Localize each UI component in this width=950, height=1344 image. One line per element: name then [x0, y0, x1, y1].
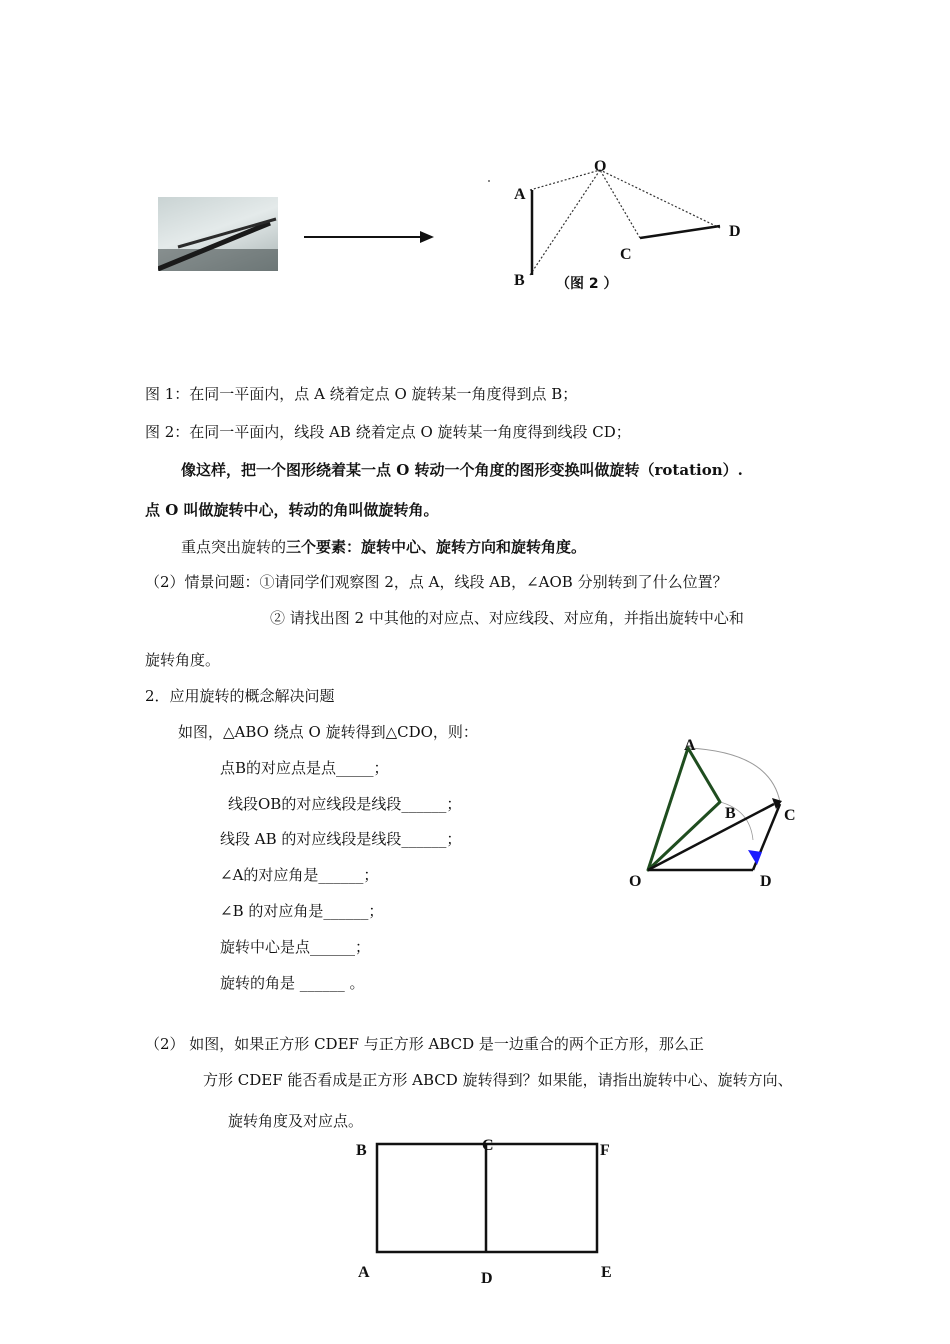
question-2-line-3: 旋转角度。: [145, 651, 221, 669]
sq-label-c: C: [482, 1137, 494, 1154]
arrow-shape: [302, 227, 442, 247]
question-2-line-2: ② 请找出图 2 中其他的对应点、对应线段、对应角，并指出旋转中心和: [270, 609, 744, 627]
fig2-label-a: A: [514, 186, 526, 203]
example-1-q3: 线段 AB 的对应线段是线段______；: [220, 830, 462, 848]
example-1-q5: ∠B 的对应角是______；: [220, 902, 384, 920]
example-1-q1: 点B的对应点是点_____；: [220, 759, 389, 777]
sq-label-f: F: [600, 1142, 610, 1159]
sq-label-d: D: [481, 1270, 493, 1287]
fig2-label-d: D: [729, 223, 741, 240]
tri-label-a: A: [684, 737, 696, 754]
example-1-q2: 线段OB的对应线段是线段______；: [228, 795, 462, 813]
fig1-description: 图 1：在同一平面内，点 A 绕着定点 O 旋转某一角度得到点 B；: [145, 385, 578, 403]
definition-line-1: 像这样，把一个图形绕着某一点 O 转动一个角度的图形变换叫做旋转（rotation）.: [181, 461, 743, 479]
definition-line-2: 点 O 叫做旋转中心，转动的角叫做旋转角。: [145, 501, 439, 519]
sq-label-a: A: [358, 1264, 370, 1281]
emphasis-prefix: 重点突出旋转的: [181, 538, 287, 556]
emphasis-line: [181, 537, 586, 557]
example-1-intro: 如图，△ABO 绕点 O 旋转得到△CDO，则：: [178, 723, 478, 741]
fig2-caption: （图 2 ）: [556, 276, 618, 292]
emphasis-bold: 三个要素：旋转中心、旋转方向和旋转角度。: [286, 538, 587, 556]
tri-label-b: B: [725, 805, 736, 822]
example-2-line-2: 方形 CDEF 能否看成是正方形 ABCD 旋转得到？如果能，请指出旋转中心、旋转方向、: [203, 1071, 793, 1089]
example-1-q7: 旋转的角是 ______ 。: [220, 974, 365, 992]
fig2-label-o: O: [594, 158, 607, 175]
sq-label-e: E: [601, 1264, 612, 1281]
example-2-line-1: （2） 如图，如果正方形 CDEF 与正方形 ABCD 是一边重合的两个正方形，那么正: [145, 1035, 704, 1053]
example-2-line-3: 旋转角度及对应点。: [228, 1112, 364, 1130]
fig2-label-c: C: [620, 246, 632, 263]
tri-label-c: C: [784, 807, 796, 824]
section-2-title: 2．应用旋转的概念解决问题: [145, 687, 335, 705]
tri-label-d: D: [760, 873, 772, 890]
example-1-q4: ∠A的对应角是______；: [220, 866, 379, 884]
fig2-label-b: B: [514, 272, 525, 289]
two-squares-figure: [370, 1140, 610, 1260]
tri-label-o: O: [629, 873, 642, 890]
fig2-description: 图 2：在同一平面内，线段 AB 绕着定点 O 旋转某一角度得到线段 CD；: [145, 423, 631, 441]
wiper-photo: [158, 197, 278, 271]
question-2-line-1: （2）情景问题：①请同学们观察图 2，点 A，线段 AB，∠AOB 分别转到了什么位置？: [145, 573, 728, 591]
sq-label-b: B: [356, 1142, 367, 1159]
example-1-q6: 旋转中心是点______；: [220, 938, 371, 956]
